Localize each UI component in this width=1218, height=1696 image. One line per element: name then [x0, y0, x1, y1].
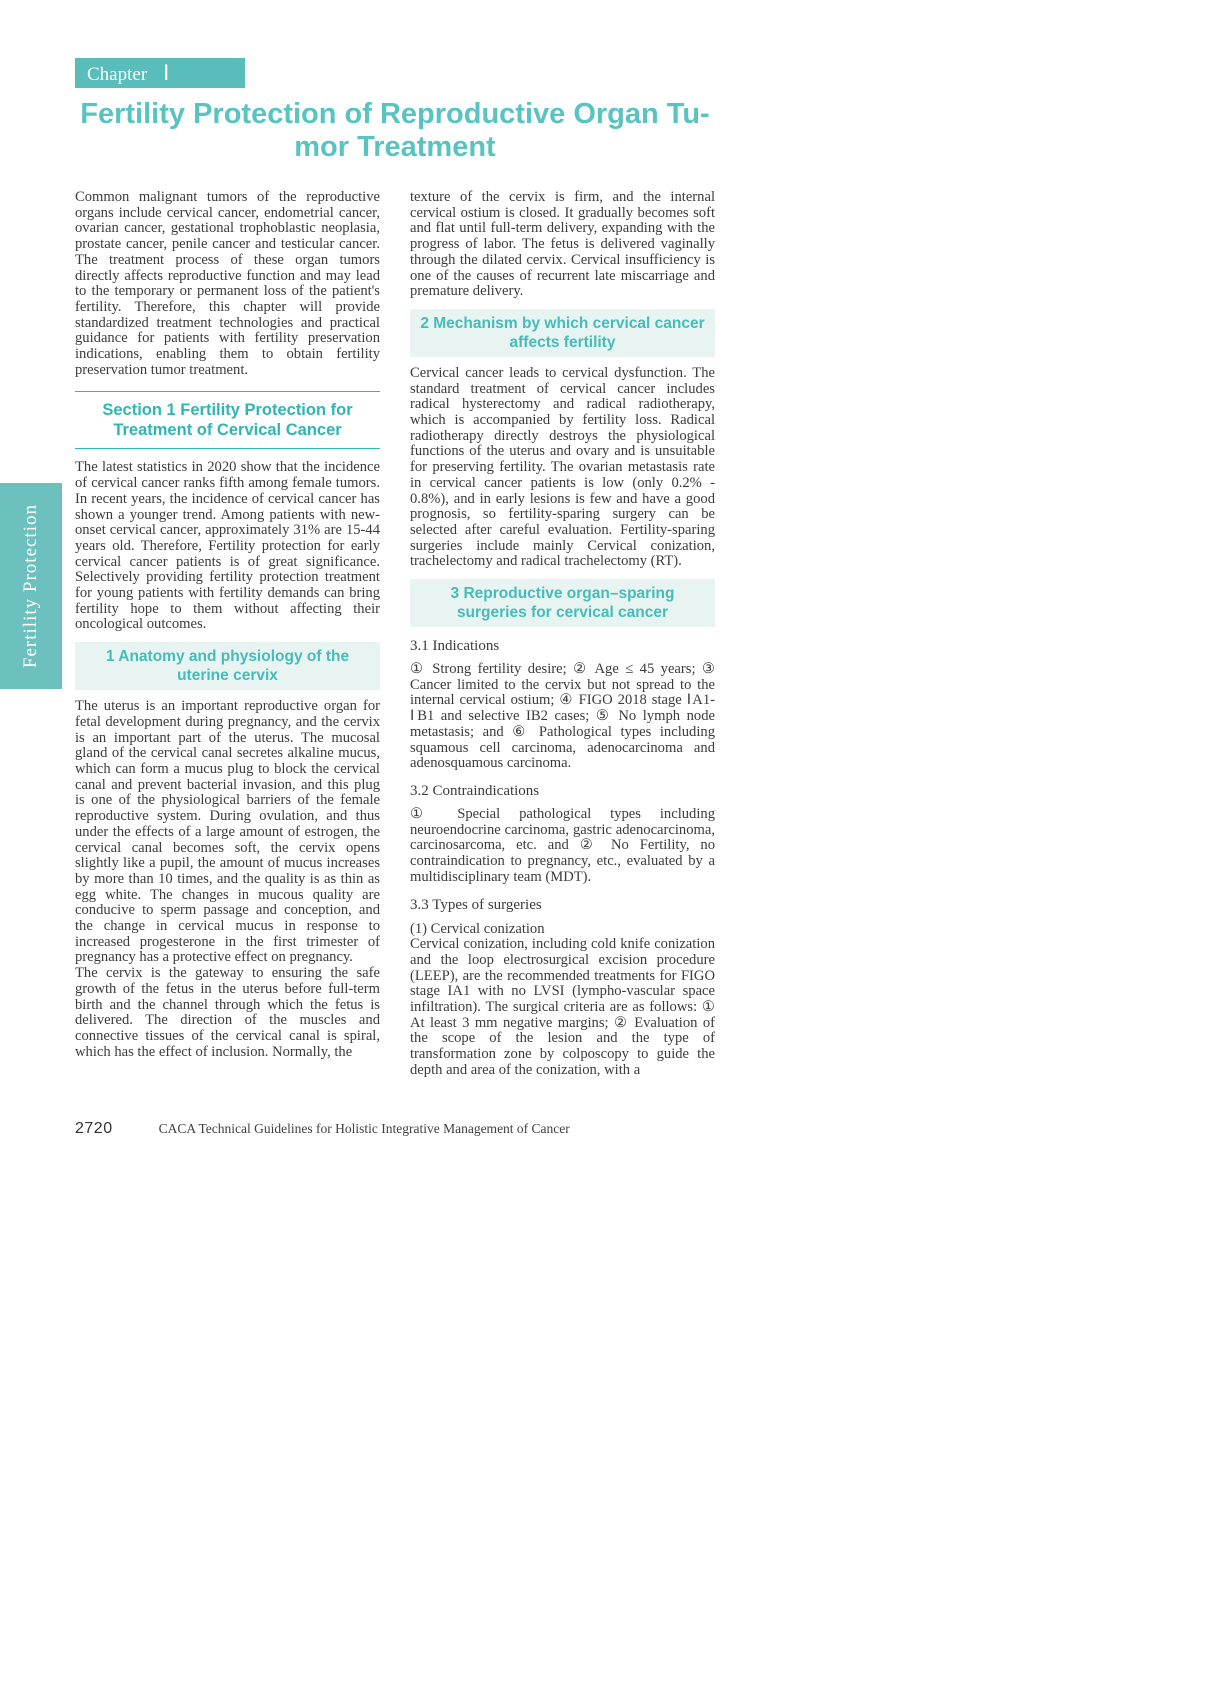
paragraph-anatomy-2: The cervix is the gateway to ensuring the safe growth of the fetus in the uterus before full-term birth and the channel through which the fetus is delivered. The direction of the muscles and connective tissues of the cervical canal is spiral, which has the effect of inclusion. Normally, the	[75, 965, 380, 1060]
chapter-numeral: Ⅰ	[163, 61, 170, 85]
chapter-box	[75, 58, 245, 88]
paragraph-contraindications: ① Special pathological types including neuroendocrine carcinoma, gastric adenocarcinoma, carcinosarcoma, etc. and ② No Fertility, no contraindication to pregnancy, etc., evaluated by a multidisciplinary team (MDT).	[410, 805, 715, 885]
section-1-heading: Section 1 Fertility Protection for Treatment of Cervical Cancer	[75, 391, 380, 449]
paragraph-conization: Cervical conization, including cold knife conization and the loop electrosurgical excision procedure (LEEP), are the recommended treatments for FIGO stage IA1 with no LVSI (lympho-vascular space infiltration). The surgical criteria are as follows: ① At least 3 mm negative margins; ② Evaluation of the scope of the lesion and the type of transformation zone by colposcopy to guide the depth and area of the conization, with a	[410, 936, 715, 1078]
heading-mechanism: 2 Mechanism by which cervical cancer affects fertility	[410, 309, 715, 357]
two-column-body	[75, 190, 715, 1079]
page-title-line1: Fertility Protection of Reproductive Organ Tu-	[80, 98, 710, 130]
paragraph-intro: Common malignant tumors of the reproductive organs include cervical cancer, endometrial cancer, ovarian cancer, gestational trophoblastic neoplasia, prostate cancer, penile cancer and testicular cancer. The treatment process of these organ tumors directly affects reproductive function and may lead to the temporary or permanent loss of the patient's fertility. Therefore, this chapter will provide standardized treatment technologies and practical guidance for patients with fertility preservation indications, enabling them to obtain fertility preservation tumor treatment.	[75, 189, 380, 378]
paragraph-anatomy-1: The uterus is an important reproductive organ for fetal development during pregnancy, and the cervix is an important part of the uterus. The mucosal gland of the cervical canal secretes alkaline mucus, which can form a mucus plug to block the cervical canal and prevent bacterial invasion, and this plug is one of the physiological barriers of the female reproductive system. During ovulation, and thus under the effects of a large amount of estrogen, the cervical canal becomes soft, the cervix opens slightly like a pupil, the amount of mucus increases by more than 10 times, and the quality is as thin as egg white. The changes in mucous quality are conducive to sperm passage and conception, and the change in cervical mucus in response to increased progesterone in the first trimester of pregnancy has a protective effect on pregnancy.	[75, 698, 380, 966]
paragraph-indications: ① Strong fertility desire; ② Age ≤ 45 years; ③ Cancer limited to the cervix but not spread to the internal cervical ostium; ④ FIGO 2018 stage ⅠA1-ⅠB1 and selective IB2 cases; ⑤ No lymph node metastasis; and ⑥ Pathological types including squamous cell carcinoma, adenocarcinoma and adenosquamous carcinoma.	[410, 661, 715, 772]
spine-tab	[0, 483, 62, 689]
heading-surgeries: 3 Reproductive organ–sparing surgeries for cervical cancer	[410, 579, 715, 627]
subheading-types: 3.3 Types of surgeries	[410, 896, 542, 913]
paragraph-texture: texture of the cervix is firm, and the internal cervical ostium is closed. It gradually becomes soft and flat until full-term delivery, expanding with the progress of labor. The fetus is delivered vaginally through the dilated cervix. Cervical insufficiency is one of the causes of recurrent late miscarriage and premature delivery.	[410, 189, 715, 300]
heading-anatomy: 1 Anatomy and physiology of the uterine cervix	[75, 642, 380, 690]
paragraph-statistics: The latest statistics in 2020 show that the incidence of cervical cancer ranks fifth among female tumors. In recent years, the incidence of cervical cancer has shown a younger trend. Among patients with new-onset cervical cancer, approximately 31% are 15-44 years old. Therefore, Fertility protection for early cervical cancer patients is of great significance. Selectively providing fertility protection treatment for young patients with fertility demands can bring fertility hope to them without affecting their oncological outcomes.	[75, 459, 380, 633]
footer-running-title: CACA Technical Guidelines for Holistic Integrative Management of Cancer	[158, 1121, 570, 1136]
conization-label: (1) Cervical conization	[410, 920, 545, 937]
subheading-indications: 3.1 Indications	[410, 638, 500, 655]
chapter-label: Chapter	[87, 64, 148, 85]
footer-page-number: 2720	[75, 1120, 113, 1137]
left-column	[75, 190, 380, 1079]
page-content	[75, 58, 715, 1079]
paragraph-mechanism: Cervical cancer leads to cervical dysfunction. The standard treatment of cervical cancer includes radical hysterectomy and radical radiotherapy, which is accompanied by fertility loss. Radical radiotherapy directly destroys the physiological functions of the uterus and ovary and is unsuitable for preserving fertility. The ovarian metastasis rate in cervical cancer patients is low (only 0.2% - 0.8%), and in early lesions is few and have a good prognosis, so fertility-sparing surgery can be selected after careful evaluation. Fertility-sparing surgeries include mainly Cervical conization, trachelectomy and radical trachelectomy (RT).	[410, 364, 715, 570]
page-title	[75, 98, 715, 164]
subheading-contraindications: 3.2 Contraindications	[410, 782, 540, 799]
spine-tab-label: Fertility Protection	[20, 503, 41, 669]
right-column	[410, 190, 715, 1079]
page-title-line2: mor Treatment	[294, 131, 496, 163]
page-footer	[75, 1120, 570, 1138]
